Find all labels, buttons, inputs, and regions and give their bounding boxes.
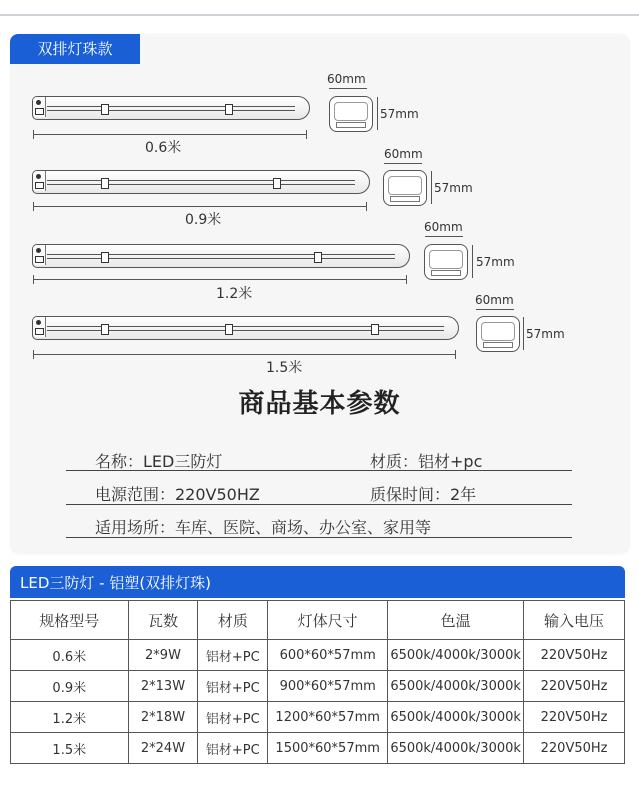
spec-table-title: LED三防灯 - 铝塑(双排灯珠) bbox=[10, 566, 625, 598]
section-tab: 双排灯珠款 bbox=[10, 34, 140, 64]
table-cell: 1200*60*57mm bbox=[268, 702, 388, 733]
table-row bbox=[11, 702, 625, 733]
top-divider bbox=[0, 0, 639, 16]
table-cell: 1500*60*57mm bbox=[268, 733, 388, 764]
length-label: 0.6米 bbox=[145, 140, 182, 156]
length-dimension bbox=[33, 354, 456, 355]
height-label: 57mm bbox=[526, 327, 565, 341]
width-dimension bbox=[384, 163, 422, 164]
cross-section-icon bbox=[424, 244, 468, 280]
table-cell: 6500k/4000k/3000k bbox=[388, 640, 524, 671]
table-cell: 220V50Hz bbox=[524, 671, 625, 702]
length-label: 1.5米 bbox=[266, 360, 303, 376]
param-applicable: 适用场所：车库、医院、商场、办公室、家用等 bbox=[95, 518, 432, 537]
table-cell: 2*18W bbox=[128, 702, 198, 733]
table-cell: 铝材+PC bbox=[198, 733, 268, 764]
width-dimension bbox=[425, 236, 463, 237]
length-label: 1.2米 bbox=[216, 286, 253, 302]
height-label: 57mm bbox=[434, 181, 473, 195]
table-header-row bbox=[11, 601, 625, 640]
header-cell: 输入电压 bbox=[524, 601, 625, 640]
header-cell: 规格型号 bbox=[11, 601, 129, 640]
width-label: 60mm bbox=[327, 72, 366, 86]
width-label: 60mm bbox=[475, 293, 514, 307]
table-cell: 1.5米 bbox=[11, 733, 129, 764]
param-warranty: 质保时间：2年 bbox=[370, 485, 477, 504]
param-material: 材质：铝材+pc bbox=[370, 452, 483, 471]
width-label: 60mm bbox=[384, 147, 423, 161]
table-cell: 1.2米 bbox=[11, 702, 129, 733]
table-cell: 2*9W bbox=[128, 640, 198, 671]
param-name: 名称：LED三防灯 bbox=[95, 452, 223, 471]
height-label: 57mm bbox=[380, 107, 419, 121]
width-dimension bbox=[476, 309, 514, 310]
param-divider bbox=[66, 470, 572, 471]
height-dimension bbox=[377, 97, 378, 130]
length-dimension bbox=[33, 206, 367, 207]
table-cell: 2*13W bbox=[128, 671, 198, 702]
height-dimension bbox=[472, 245, 473, 278]
table-cell: 220V50Hz bbox=[524, 640, 625, 671]
lamp-tube bbox=[32, 170, 370, 194]
table-row bbox=[11, 640, 625, 671]
table-cell: 900*60*57mm bbox=[268, 671, 388, 702]
table-cell: 220V50Hz bbox=[524, 702, 625, 733]
table-cell: 220V50Hz bbox=[524, 733, 625, 764]
spec-table bbox=[10, 600, 625, 764]
param-divider bbox=[66, 504, 572, 505]
length-label: 0.9米 bbox=[185, 212, 222, 228]
table-cell: 铝材+PC bbox=[198, 640, 268, 671]
table-cell: 铝材+PC bbox=[198, 702, 268, 733]
height-dimension bbox=[431, 171, 432, 204]
table-cell: 0.6米 bbox=[11, 640, 129, 671]
length-dimension bbox=[33, 279, 407, 280]
table-cell: 0.9米 bbox=[11, 671, 129, 702]
param-power-range: 电源范围：220V50HZ bbox=[95, 485, 260, 504]
table-cell: 6500k/4000k/3000k bbox=[388, 671, 524, 702]
lamp-tube bbox=[32, 316, 459, 340]
cross-section-icon bbox=[476, 316, 520, 352]
width-dimension bbox=[329, 88, 367, 89]
width-label: 60mm bbox=[424, 220, 463, 234]
cross-section-icon bbox=[329, 96, 373, 132]
length-dimension bbox=[33, 134, 307, 135]
header-cell: 色温 bbox=[388, 601, 524, 640]
lamp-tube bbox=[32, 244, 410, 268]
table-row bbox=[11, 733, 625, 764]
cross-section-icon bbox=[383, 170, 427, 206]
lamp-tube bbox=[32, 96, 310, 120]
params-heading: 商品基本参数 bbox=[238, 389, 401, 419]
table-cell: 6500k/4000k/3000k bbox=[388, 733, 524, 764]
table-cell: 600*60*57mm bbox=[268, 640, 388, 671]
table-cell: 铝材+PC bbox=[198, 671, 268, 702]
header-cell: 瓦数 bbox=[128, 601, 198, 640]
height-label: 57mm bbox=[476, 255, 515, 269]
table-cell: 2*24W bbox=[128, 733, 198, 764]
header-cell: 灯体尺寸 bbox=[268, 601, 388, 640]
header-cell: 材质 bbox=[198, 601, 268, 640]
table-row bbox=[11, 671, 625, 702]
param-divider bbox=[66, 537, 572, 538]
height-dimension bbox=[523, 317, 524, 350]
table-cell: 6500k/4000k/3000k bbox=[388, 702, 524, 733]
